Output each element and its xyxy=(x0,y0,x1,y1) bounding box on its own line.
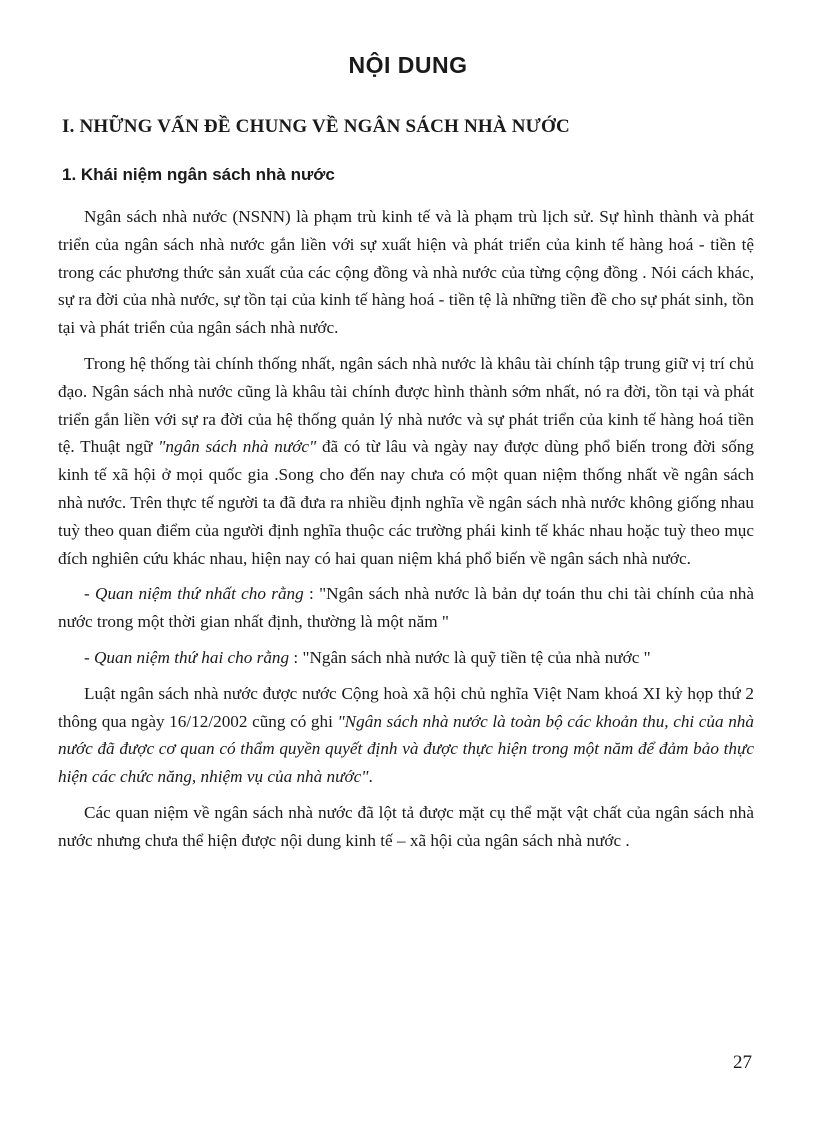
paragraph-2-part-a: Trong hệ thống tài chính thống nhất, ngân sách nhà nước là khâu tài chính tập trung giữ vị trí chủ đạo. Ngân sách nhà nước cũng là khâu tài chính được hình thành sớm nhất, nó ra đời, tồn tại và phát triển gắn liền với sự ra đời của hệ thống quản lý nhà nước và sự phát triển của kinh tế hàng hoá tiền tệ. Thuật ngữ xyxy=(58,353,754,457)
paragraph-4: Các quan niệm về ngân sách nhà nước đã lột tả được mặt cụ thể mặt vật chất của ngân sách nhà nước nhưng chưa thể hiện được nội dung kinh tế – xã hội của ngân sách nhà nước . xyxy=(58,802,754,850)
paragraph-2-term: "ngân sách nhà nước" xyxy=(158,437,317,457)
quote-1-text: : "Ngân sách nhà nước là bản dự toán thu chi tài chính của nhà nước trong một thời gian nhất định, thường là một năm " xyxy=(58,584,754,632)
section-heading: I. NHỮNG VẤN ĐỀ CHUNG VỀ NGÂN SÁCH NHÀ NƯỚC xyxy=(62,116,570,137)
subheading: 1. Khái niệm ngân sách nhà nước xyxy=(62,165,335,184)
quote-1 xyxy=(58,580,754,636)
paragraph-3-part-a: Luật ngân sách nhà nước được nước Cộng hoà xã hội chủ nghĩa Việt Nam khoá XI kỳ họp thứ 2 thông qua ngày 16/12/2002 cũng có ghi xyxy=(58,683,754,731)
paragraph-3 xyxy=(58,680,754,791)
quote-2-lead: - Quan niệm thứ hai cho rằng xyxy=(84,647,290,667)
page-title: NỘI DUNG xyxy=(348,52,468,78)
quote-1-lead: - Quan niệm thứ nhất cho rằng xyxy=(84,584,304,604)
paragraph-2-part-b: đã có từ lâu và ngày nay được dùng phổ biến trong đời sống kinh tế xã hội ở mọi quốc gia .Song cho đến nay chưa có một quan niệm thống nhất về ngân sách nhà nước. Trên thực tế người ta đã đưa ra nhiều định nghĩa về ngân sách nhà nước không giống nhau tuỳ theo quan điểm của người định nghĩa thuộc các trường phái kinh tế khác nhau hoặc tuỳ theo mục đích nghiên cứu khác nhau, hiện nay có hai quan niệm khá phổ biến về ngân sách nhà nước. xyxy=(58,437,754,568)
quote-2 xyxy=(58,644,754,672)
paragraph-1: Ngân sách nhà nước (NSNN) là phạm trù kinh tế và là phạm trù lịch sử. Sự hình thành và phát triển của ngân sách nhà nước gắn liền với sự xuất hiện và phát triển của kinh tế hàng hoá - tiền tệ trong các phương thức sản xuất của các cộng đồng và nhà nước của từng cộng đồng . Nói cách khác, sự ra đời của nhà nước, sự tồn tại của kinh tế hàng hoá - tiền tệ là những tiền đề cho sự phát sinh, tồn tại và phát triển của ngân sách nhà nước. xyxy=(58,207,754,338)
body-text xyxy=(58,203,754,863)
paragraph-3-part-b: . xyxy=(368,767,373,787)
quote-2-text: : "Ngân sách nhà nước là quỹ tiền tệ của nhà nước " xyxy=(289,647,651,667)
page-number: 27 xyxy=(733,1052,752,1073)
paragraph-2 xyxy=(58,350,754,572)
paragraph-3-law-quote: "Ngân sách nhà nước là toàn bộ các khoản thu, chi của nhà nước đã được cơ quan có thẩm quyền quyết định và được thực hiện trong một năm để đảm bảo thực hiện các chức năng, nhiệm vụ của nhà nước" xyxy=(58,711,754,787)
